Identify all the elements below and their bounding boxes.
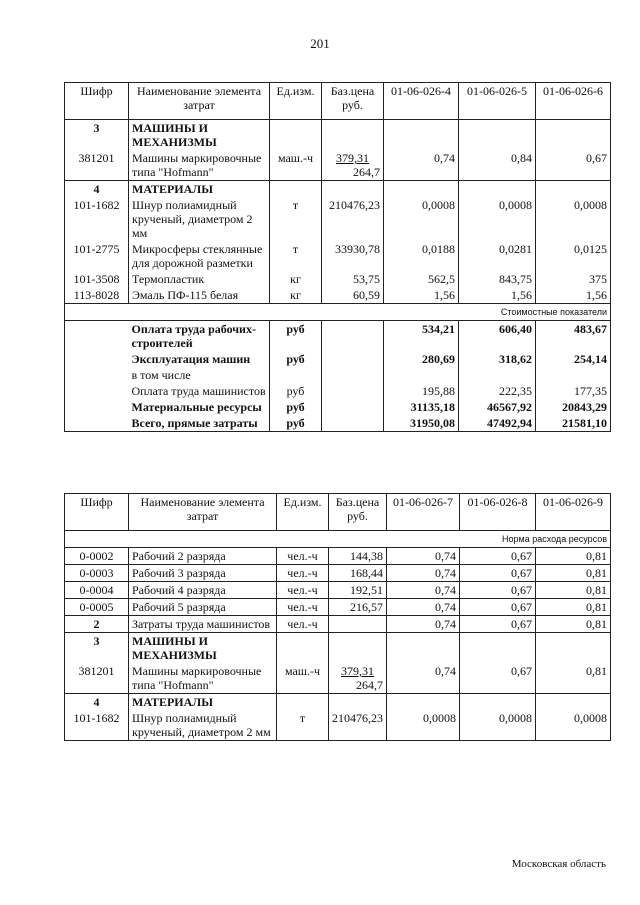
row-value-2: 0,84 [459,150,536,181]
header-price: Баз.цена руб. [322,83,384,120]
cost-value-3: 21581,10 [536,415,611,432]
table-row [65,548,611,565]
cost-note-row [65,304,611,321]
row-value-3: 0,67 [536,150,611,181]
cost-value-1: 195,88 [384,383,459,399]
header-col-2: 01-06-026-5 [459,83,536,120]
row-code: 101-1682 [65,710,129,741]
row-price: 53,75 [322,271,384,287]
table-row [65,663,611,694]
table-row [65,616,611,633]
table-row [65,271,611,287]
row-unit: т [270,241,322,271]
row-value-2: 0,67 [460,582,536,599]
table-row [65,565,611,582]
header-col-2: 01-06-026-8 [460,494,536,531]
price-top: 379,31 [341,664,374,678]
section-number: 4 [65,181,129,198]
cost-name: Всего, прямые затраты [129,415,270,432]
row-price: 60,59 [322,287,384,304]
row-name: Затраты труда машинистов [129,616,277,633]
header-price: Баз.цена руб. [329,494,387,531]
row-value-2: 0,0008 [459,197,536,241]
row-name: Рабочий 2 разряда [129,548,277,565]
table-row [65,150,611,181]
row-name: Машины маркировочные типа "Hofmann" [129,663,277,694]
resource-table-1 [64,82,611,432]
row-code: 0-0004 [65,582,129,599]
table-header-row [65,83,611,120]
row-value-2: 0,67 [460,565,536,582]
section-row [65,694,611,711]
page-number: 201 [310,36,330,51]
cost-value-2: 46567,92 [459,399,536,415]
cost-name: Материальные ресурсы [129,399,270,415]
row-name: Рабочий 4 разряда [129,582,277,599]
cost-value-3: 483,67 [536,321,611,352]
row-price: 216,57 [329,599,387,616]
row-name: Микросферы стеклянные для дорожной разметки [129,241,270,271]
row-unit: маш.-ч [270,150,322,181]
cost-value-2: 222,35 [459,383,536,399]
row-value-3: 375 [536,271,611,287]
header-unit: Ед.изм. [270,83,322,120]
page-footer: Московская область [511,858,606,870]
row-unit: кг [270,271,322,287]
row-unit: чел.-ч [277,599,329,616]
cost-value-2: 47492,94 [459,415,536,432]
row-value-1: 0,0188 [384,241,459,271]
row-value-1: 0,74 [387,599,460,616]
row-value-3: 0,81 [536,548,611,565]
cost-value-2: 318,62 [459,351,536,367]
price-top: 379,31 [336,151,369,165]
section-title: МАШИНЫ И МЕХАНИЗМЫ [129,120,270,151]
row-price [322,150,384,181]
cost-unit: руб [270,351,322,367]
row-unit: чел.-ч [277,582,329,599]
row-name: Машины маркировочные типа "Hofmann" [129,150,270,181]
cost-value-1: 31135,18 [384,399,459,415]
price-bottom: 264,7 [353,165,380,179]
row-value-1: 0,74 [387,582,460,599]
table-row [65,599,611,616]
row-value-3: 0,0008 [536,197,611,241]
row-name: Рабочий 3 разряда [129,565,277,582]
cost-value-3: 20843,29 [536,399,611,415]
cost-value-1: 31950,08 [384,415,459,432]
header-code: Шифр [65,83,129,120]
row-price: 192,51 [329,582,387,599]
row-code: 0-0002 [65,548,129,565]
cost-row [65,415,611,432]
resource-table-2 [64,493,611,741]
cost-unit: руб [270,399,322,415]
row-value-1: 562,5 [384,271,459,287]
row-value-3: 0,0008 [536,710,611,741]
row-unit: т [270,197,322,241]
cost-row [65,383,611,399]
section-row [65,181,611,198]
cost-value-3: 177,35 [536,383,611,399]
row-value-1: 0,0008 [384,197,459,241]
row-value-1: 0,74 [384,150,459,181]
row-value-2: 0,0281 [459,241,536,271]
table-row [65,241,611,271]
row-unit: кг [270,287,322,304]
cost-name: Эксплуатация машин [129,351,270,367]
row-price: 210476,23 [322,197,384,241]
row-code: 381201 [65,663,129,694]
row-code: 0-0003 [65,565,129,582]
row-name: Шнур полиамидный крученый, диаметром 2 мм [129,197,270,241]
row-value-3: 0,81 [536,565,611,582]
row-value-2: 843,75 [459,271,536,287]
cost-unit: руб [270,383,322,399]
section-number: 4 [65,694,129,711]
cost-row [65,351,611,367]
cost-value-3: 254,14 [536,351,611,367]
row-unit: чел.-ч [277,548,329,565]
row-value-2: 0,0008 [460,710,536,741]
row-value-3: 0,0125 [536,241,611,271]
cost-value-1: 280,69 [384,351,459,367]
cost-value-1: 534,21 [384,321,459,352]
cost-value-2: 606,40 [459,321,536,352]
cost-unit: руб [270,415,322,432]
section-title: МАТЕРИАЛЫ [129,694,277,711]
cost-unit: руб [270,321,322,352]
cost-row [65,399,611,415]
row-value-3: 1,56 [536,287,611,304]
row-name: Шнур полиамидный крученый, диаметром 2 мм [129,710,277,741]
row-value-3: 0,81 [536,582,611,599]
row-value-2: 0,67 [460,616,536,633]
row-unit: чел.-ч [277,616,329,633]
section-row [65,120,611,151]
row-name: Эмаль ПФ-115 белая [129,287,270,304]
row-price: 168,44 [329,565,387,582]
cost-row [65,321,611,352]
row-value-1: 0,74 [387,548,460,565]
row-value-3: 0,81 [536,616,611,633]
row-price: 144,38 [329,548,387,565]
table-row [65,710,611,741]
row-code: 2 [65,616,129,633]
section-title: МАТЕРИАЛЫ [129,181,270,198]
header-col-3: 01-06-026-9 [536,494,611,531]
row-value-3: 0,81 [536,663,611,694]
row-value-1: 0,74 [387,565,460,582]
row-code: 381201 [65,150,129,181]
header-col-3: 01-06-026-6 [536,83,611,120]
table-row [65,287,611,304]
row-unit: чел.-ч [277,565,329,582]
section-row [65,633,611,664]
row-code: 101-1682 [65,197,129,241]
header-name: Наименование элемента затрат [129,83,270,120]
row-code: 101-2775 [65,241,129,271]
table-row [65,582,611,599]
cost-note: Стоимостные показатели [65,304,611,321]
header-name: Наименование элемента затрат [129,494,277,531]
row-value-2: 0,67 [460,663,536,694]
cost-name: Оплата труда рабочих-строителей [129,321,270,352]
cost-name: в том числе [129,367,270,383]
table-row [65,197,611,241]
row-code: 0-0005 [65,599,129,616]
row-value-1: 0,74 [387,663,460,694]
table-header-row [65,494,611,531]
row-unit: маш.-ч [277,663,329,694]
header-col-1: 01-06-026-7 [387,494,460,531]
row-code: 113-8028 [65,287,129,304]
row-value-2: 0,67 [460,548,536,565]
section-number: 3 [65,120,129,151]
row-name: Термопластик [129,271,270,287]
row-code: 101-3508 [65,271,129,287]
norm-note: Норма расхода ресурсов [65,531,611,548]
row-name: Рабочий 5 разряда [129,599,277,616]
cost-row [65,367,611,383]
row-price: 210476,23 [329,710,387,741]
section-number: 3 [65,633,129,664]
row-value-1: 1,56 [384,287,459,304]
norm-note-row [65,531,611,548]
row-value-1: 0,74 [387,616,460,633]
row-unit: т [277,710,329,741]
price-bottom: 264,7 [356,678,383,692]
row-price [329,663,387,694]
row-price: 33930,78 [322,241,384,271]
header-code: Шифр [65,494,129,531]
section-title: МАШИНЫ И МЕХАНИЗМЫ [129,633,277,664]
row-value-1: 0,0008 [387,710,460,741]
row-value-2: 0,67 [460,599,536,616]
header-col-1: 01-06-026-4 [384,83,459,120]
header-unit: Ед.изм. [277,494,329,531]
cost-name: Оплата труда машинистов [129,383,270,399]
row-value-2: 1,56 [459,287,536,304]
row-value-3: 0,81 [536,599,611,616]
